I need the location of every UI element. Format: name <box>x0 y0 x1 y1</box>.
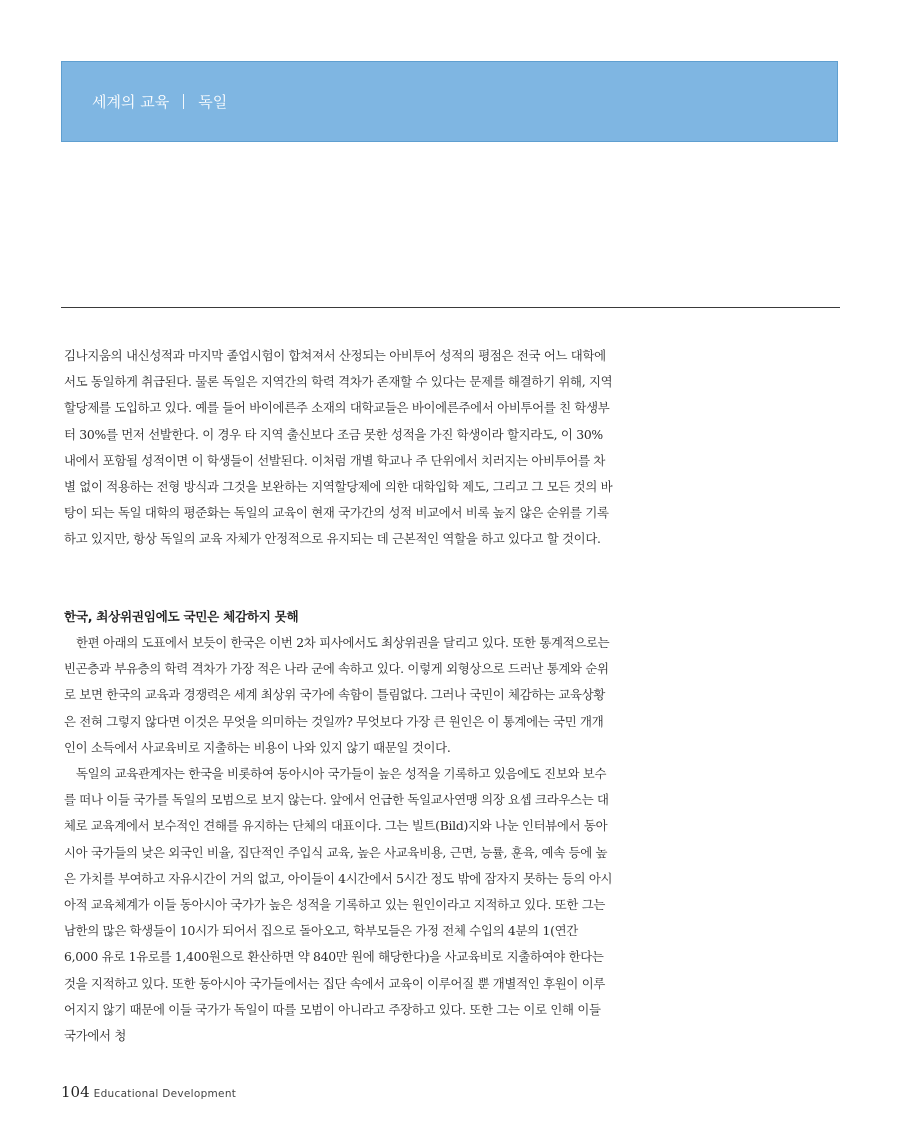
paragraph-1: 김나지움의 내신성적과 마지막 졸업시험이 합쳐져서 산정되는 아비투어 성적의 평점은 전국 어느 대학에서도 동일하게 취급된다. 물론 독일은 지역간의 학력 격차가 존재할 수 있다는 문제를 해결하기 위해, 지역할당제를 도입하고 있다. 예를 들어 바이에른주 소재의 대학교들은 바이에른주에서 아비투어를 친 학생부터 30%를 먼저 선발한다. 이 경우 타 지역 출신보다 조금 못한 성적을 가진 학생이라 할지라도, 이 30% 내에서 포함될 성적이면 이 학생들이 선발된다. 이처럼 개별 학교나 주 단위에서 치러지는 아비투어를 차별 없이 적용하는 전형 방식과 그것을 보완하는 지역할당제에 의한 대학입학 제도, 그리고 그 모든 것의 바탕이 되는 독일 대학의 평준화는 독일의 교육이 현재 국가간의 성적 비교에서 비록 높지 않은 순위를 기록하고 있지만, 항상 독일의 교육 자체가 안정적으로 유지되는 데 근본적인 역할을 하고 있다고 할 것이다. <box>64 348 613 547</box>
section-name: 세계의 교육 <box>92 93 170 111</box>
paragraph-3: 독일의 교육관계자는 한국을 비롯하여 동아시아 국가들이 높은 성적을 기록하고 있음에도 진보와 보수를 떠나 이들 국가를 독일의 모범으로 보지 않는다. 앞에서 언급한 독일교사연맹 의장 요셉 크라우스는 대체로 교육계에서 보수적인 견해를 유지하는 단체의 대표이다. 그는 빌트(Bild)지와 나눈 인터뷰에서 동아시아 국가들의 낮은 외국인 비율, 집단적인 주입식 교육, 높은 사교육비용, 근면, 능률, 훈육, 예속 등에 높은 가치를 부여하고 자유시간이 거의 없고, 아이들이 4시간에서 5시간 정도 밖에 잠자지 못하는 등의 아시아적 교육체계가 이들 동아시아 국가가 높은 성적을 기록하고 있는 원인이라고 지적하고 있다. 또한 그는 남한의 많은 학생들이 10시가 되어서 집으로 돌아오고, 학부모들은 가정 전체 수입의 4분의 1(연간 6,000 유로 1유로를 1,400원으로 환산하면 약 840만 원에 해당한다)을 사교육비로 지출하여야 한다는 것을 지적하고 있다. 또한 동아시아 국가들에서는 집단 속에서 교육이 이루어질 뿐 개별적인 후원이 이루어지지 않기 때문에 이들 국가가 독일이 따를 모범이 아니라고 주장하고 있다. 또한 그는 이로 인해 이들 국가에서 청 <box>64 766 613 1044</box>
section-header-title <box>92 91 227 112</box>
publication-title: Educational Development <box>93 1088 237 1100</box>
body-text-block-1 <box>64 343 614 553</box>
section-heading: 한국, 최상위권임에도 국민은 체감하지 못해 <box>64 609 299 624</box>
page-footer <box>61 1083 236 1101</box>
header-divider <box>183 94 184 109</box>
body-text-block-2 <box>64 630 614 1049</box>
horizontal-rule <box>61 307 840 308</box>
section-header-bar <box>61 61 838 142</box>
country-name: 독일 <box>198 93 228 111</box>
page-number: 104 <box>61 1083 90 1101</box>
paragraph-2: 한편 아래의 도표에서 보듯이 한국은 이번 2차 피사에서도 최상위권을 달리고 있다. 또한 통계적으로는 빈곤층과 부유층의 학력 격차가 가장 적은 나라 군에 속하고 있다. 이렇게 외형상으로 드러난 통계와 순위로 보면 한국의 교육과 경쟁력은 세계 최상위 국가에 속함이 틀림없다. 그러나 국민이 체감하는 교육상황은 전혀 그렇지 않다면 이것은 무엇을 의미하는 것일까? 무엇보다 가장 큰 원인은 이 통계에는 국민 개개인이 소득에서 사교육비로 지출하는 비용이 나와 있지 않기 때문일 것이다. <box>64 635 610 755</box>
